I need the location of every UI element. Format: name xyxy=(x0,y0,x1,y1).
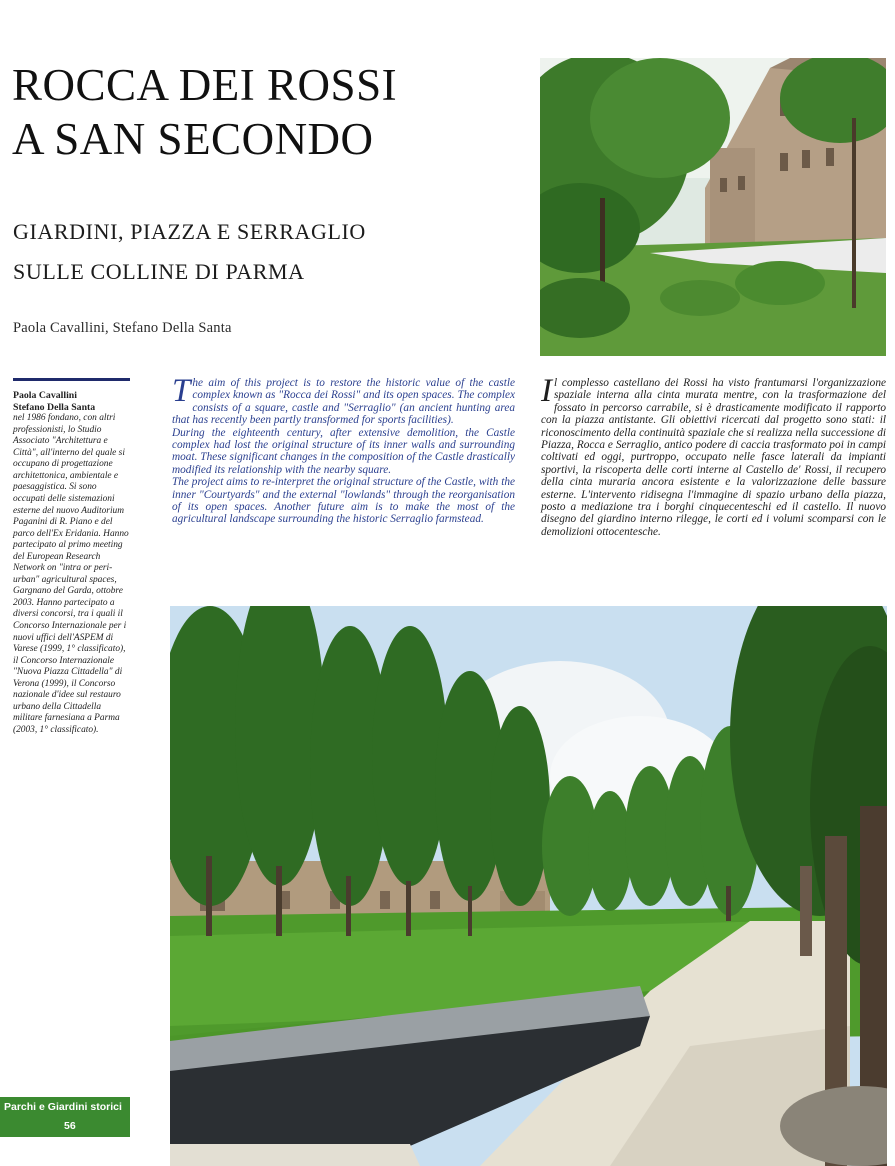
english-dropcap: T xyxy=(172,373,191,409)
title-line-1: ROCCA DEI ROSSI xyxy=(12,60,398,110)
english-paragraph-1: he aim of this project is to restore the historic value of the castle complex known as "Rocca dei Rossi" and its open spaces. The complex consists of a square, castle and "Serraglio" (an ancient hunting area that has recently been partly transformed for sports facilities). xyxy=(172,377,515,427)
italian-dropcap: I xyxy=(541,373,552,409)
bio-name-2: Stefano Della Santa xyxy=(13,401,96,413)
italian-text xyxy=(541,373,886,538)
subtitle-line-2: SULLE COLLINE DI PARMA xyxy=(13,259,305,284)
article-title xyxy=(12,58,532,166)
page-number: 56 xyxy=(64,1120,76,1132)
footer-section-name: Parchi e Giardini storici xyxy=(4,1101,122,1113)
bio-name-1: Paola Cavallini xyxy=(13,390,77,401)
garden-lawn-photo xyxy=(170,606,887,1166)
author-bio xyxy=(13,390,131,737)
castle-path-photo xyxy=(540,58,886,356)
sidebar-rule xyxy=(13,378,130,381)
italian-paragraph: l complesso castellano dei Rossi ha visto frantumarsi l'organizzazione spaziale interna alla cinta murata mentre, con la trasformazione del fossato in percorso carrabile, si è drasticamente modificato il rapporto con la piazza antistante. Gli obiettivi ricercati dal progetto sono stati: il riconoscimento della continuità spaziale che si realizza nella successione di Piazza, Rocca e Serraglio, antico podere di caccia trasformato poi in campi coltivati ed oggi, purtroppo, occupato nelle fasce laterali da impianti sportivi, la riscoperta delle corti interne al Castello de' Rossi, il recupero della cinta muraria ancora esistente e la valorizzazione delle bassure esterne. L'intervento ridisegna l'immagine di spazio urbano della piazza, posto a mediazione tra i borghi cinquecenteschi ed il castello. Il nuovo disegno del giardino interno rilegge, le corti ed i volumi scomparsi con le demolizioni ottocentesche. xyxy=(541,377,886,538)
bio-names xyxy=(13,390,131,413)
article-authors: Paola Cavallini, Stefano Della Santa xyxy=(13,320,232,336)
english-paragraph-3: The project aims to re-interpret the original structure of the Castle, with the inner "Courtyards" and the external "lowlands" through the reorganisation of its open spaces. Another future aim is to make the most of the agricultural landscape surrounding the historic Serraglio farmstead. xyxy=(172,476,515,526)
bio-text: nel 1986 fondano, con altri professionisti, lo Studio Associato "Architettura e Città", all'interno del quale si occupano di progettazione architettonica, ambientale e paesaggistica. Si sono occupati delle sistemazioni esterne del nuovo Auditorium Paganini di R. Piano e del parco dell'Ex Eridania. Hanno partecipato al primo meeting del European Research Network on "intra or peri-urban" agricultural spaces, Gargnano del Garda, ottobre 2003. Hanno partecipato a diversi concorsi, tra i quali il Concorso Internazionale per i nuovi uffici dell'ASPEM di Varese (1999, 1° classificato), il Concorso Internazionale "Nuova Piazza Cittadella" di Verona (1999), il Concorso nazionale d'idee sul restauro urbano della Cittadella militare farnesiana a Parma (2003, 1° classificato). xyxy=(13,413,129,735)
english-paragraph-2: During the eighteenth century, after extensive demolition, the Castle complex had lost the original structure of its inner walls and surrounding moat. These significant changes in the composition of the Castle drastically modified its relationship with the nearby square. xyxy=(172,426,515,476)
subtitle-line-1: GIARDINI, PIAZZA E SERRAGLIO xyxy=(13,219,366,244)
footer-section-tag xyxy=(0,1097,130,1137)
article-subtitle xyxy=(13,212,533,292)
title-line-2: A SAN SECONDO xyxy=(12,114,374,164)
english-abstract xyxy=(172,373,515,526)
